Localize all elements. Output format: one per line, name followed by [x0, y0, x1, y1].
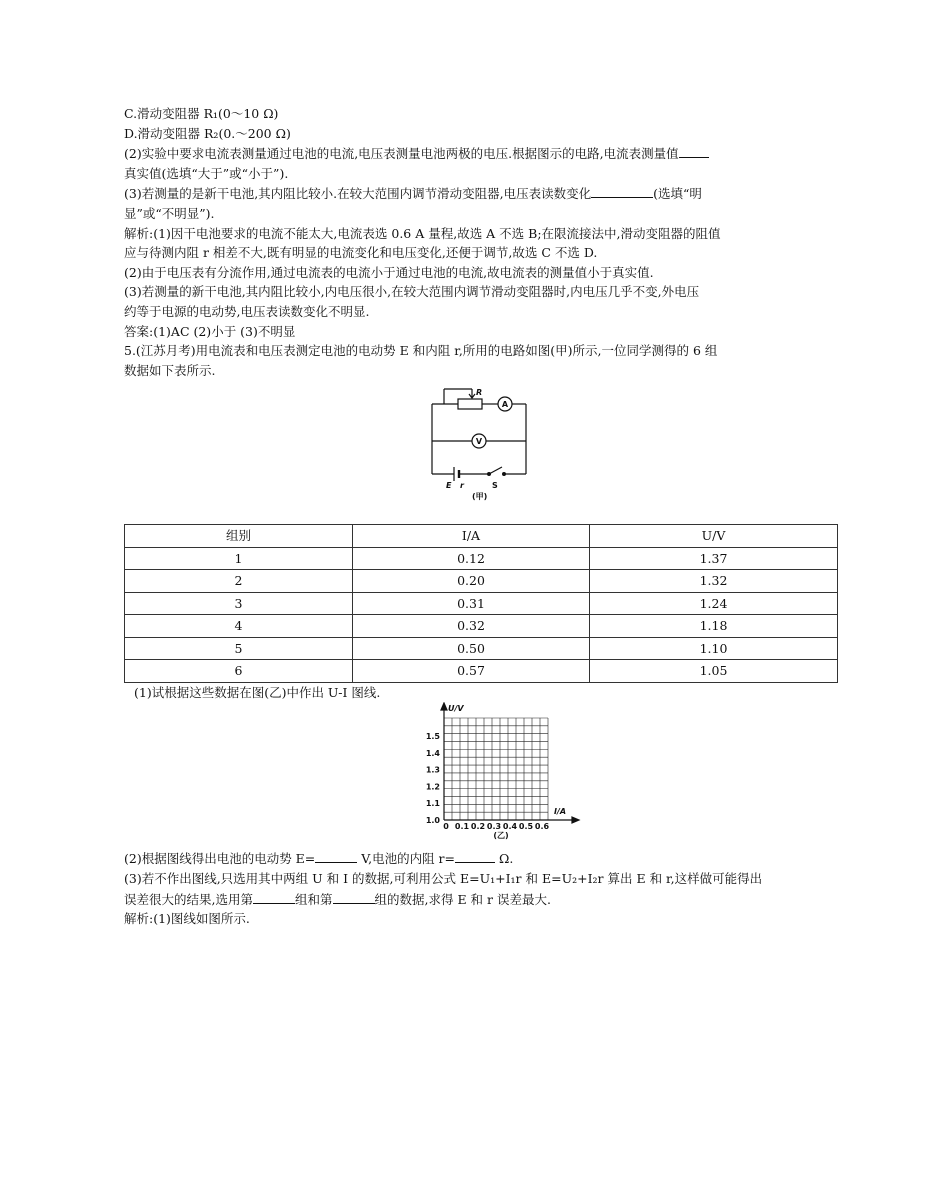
cell-current: 0.20 — [353, 570, 590, 593]
table-row — [125, 592, 838, 615]
y-tick-label: 1.0 — [425, 816, 440, 826]
table-row — [125, 660, 838, 683]
circuit-caption: (甲) — [472, 492, 488, 502]
y-tick-label: 1.1 — [425, 799, 440, 809]
ammeter-label: A — [501, 400, 509, 410]
label-r-rheostat: R — [476, 388, 483, 398]
label-internal-r: r — [460, 481, 464, 491]
group-blank-2 — [333, 889, 375, 904]
graph-figure — [154, 702, 838, 840]
analysis-line: 约等于电源的电动势,电压表读数变化不明显. — [124, 303, 370, 319]
graph-caption: (乙) — [493, 831, 509, 841]
sub2-text-c: Ω. — [495, 851, 514, 867]
y-tick-label: 1.5 — [425, 732, 440, 742]
answer-line: 答案:(1)AC (2)小于 (3)不明显 — [124, 323, 296, 339]
y-tick-label: 1.3 — [425, 766, 440, 776]
analysis-line: 应与待测内阻 r 相差不大,既有明显的电流变化和电压变化,还便于调节,故选 C 不选 D. — [124, 245, 598, 261]
ui-grid-graph — [406, 702, 586, 840]
answer-blank — [591, 183, 653, 198]
x-tick-label: 0.3 — [486, 822, 502, 832]
cell-current: 0.12 — [353, 547, 590, 570]
sub3-text-a: 误差很大的结果,选用第 — [124, 891, 253, 907]
question-3 — [124, 183, 838, 204]
cell-voltage: 1.32 — [590, 570, 838, 593]
option-d: D.滑动变阻器 R₂(0.～200 Ω) — [124, 125, 291, 141]
question-3-cont: 显”或“不明显”). — [124, 205, 215, 221]
cell-group: 1 — [125, 547, 353, 570]
header-voltage: U/V — [590, 525, 838, 548]
cell-current: 0.32 — [353, 615, 590, 638]
header-group: 组别 — [125, 525, 353, 548]
resistance-blank — [455, 848, 495, 863]
question-5-cont: 数据如下表所示. — [124, 362, 216, 378]
sub-question-1: (1)试根据这些数据在图(乙)中作出 U-I 图线. — [134, 684, 381, 700]
question-3-text: (3)若测量的是新干电池,其内阻比较小.在较大范围内调节滑动变阻器,电压表读数变化 — [124, 186, 592, 202]
x-tick-label: 0.5 — [518, 822, 534, 832]
cell-current: 0.57 — [353, 660, 590, 683]
sub3-text-c: 组的数据,求得 E 和 r 误差最大. — [374, 891, 551, 907]
cell-voltage: 1.37 — [590, 547, 838, 570]
x-tick-label: 0.2 — [470, 822, 486, 832]
sub2-text-b: V,电池的内阻 r= — [357, 851, 455, 867]
graph-x-axis-label: I/A — [554, 807, 567, 817]
sub-question-2 — [124, 848, 838, 869]
graph-y-axis-label: U/V — [448, 704, 464, 714]
table-row — [125, 637, 838, 660]
question-2-cont: 真实值(选填“大于”或“小于”). — [124, 165, 289, 181]
data-table — [124, 524, 838, 683]
cell-group: 3 — [125, 592, 353, 615]
sub-question-3: (3)若不作出图线,只选用其中两组 U 和 I 的数据,可利用公式 E=U₁+I₁r 和 E=U₂+I₂r 算出 E 和 r,这样做可能得出 — [124, 871, 763, 886]
cell-current: 0.31 — [353, 592, 590, 615]
answer-blank — [679, 143, 709, 158]
header-current: I/A — [353, 525, 590, 548]
group-blank-1 — [253, 889, 295, 904]
table-row — [125, 570, 838, 593]
y-tick-label: 1.2 — [425, 782, 440, 792]
analysis-line: (2)由于电压表有分流作用,通过电流表的电流小于通过电池的电流,故电流表的测量值小于真实值. — [124, 264, 654, 280]
x-tick-label: 0.4 — [502, 822, 518, 832]
emf-blank — [315, 848, 357, 863]
cell-group: 5 — [125, 637, 353, 660]
label-e: E — [446, 481, 452, 491]
cell-group: 6 — [125, 660, 353, 683]
x-tick-label: 0 — [443, 822, 449, 832]
table-row — [125, 547, 838, 570]
table-header-row — [125, 525, 838, 548]
cell-group: 2 — [125, 570, 353, 593]
circuit-figure — [124, 384, 838, 502]
option-c: C.滑动变阻器 R₁(0～10 Ω) — [124, 106, 279, 121]
document-page — [124, 104, 838, 929]
label-switch: S — [492, 481, 498, 491]
sub-question-3-cont — [124, 889, 838, 910]
question-5: 5.(江苏月考)用电流表和电压表测定电池的电动势 E 和内阻 r,所用的电路如图(甲)所示,一位同学测得的 6 组 — [124, 343, 718, 359]
voltmeter-label: V — [475, 437, 483, 447]
analysis-line: (3)若测量的新干电池,其内阻比较小,内电压很小,在较大范围内调节滑动变阻器时,内电压几乎不变,外电压 — [124, 284, 700, 300]
x-tick-label: 0.6 — [534, 822, 550, 832]
cell-voltage: 1.05 — [590, 660, 838, 683]
question-2 — [124, 143, 838, 164]
sub3-text-b: 组和第 — [294, 891, 333, 907]
cell-current: 0.50 — [353, 637, 590, 660]
analysis-line: 解析:(1)因干电池要求的电流不能太大,电流表选 0.6 A 量程,故选 A 不选 B;在限流接法中,滑动变阻器的阻值 — [124, 225, 721, 241]
question-2-text: (2)实验中要求电流表测量通过电池的电流,电压表测量电池两极的电压.根据图示的电路,电流表测量值 — [124, 146, 679, 162]
cell-group: 4 — [125, 615, 353, 638]
cell-voltage: 1.18 — [590, 615, 838, 638]
y-tick-label: 1.4 — [425, 749, 440, 759]
x-tick-label: 0.1 — [454, 822, 470, 832]
final-analysis: 解析:(1)图线如图所示. — [124, 911, 250, 927]
sub2-text-a: (2)根据图线得出电池的电动势 E= — [124, 851, 316, 867]
question-3-hint: (选填“明 — [653, 186, 702, 202]
table-row — [125, 615, 838, 638]
cell-voltage: 1.10 — [590, 637, 838, 660]
circuit-diagram — [426, 384, 536, 502]
cell-voltage: 1.24 — [590, 592, 838, 615]
